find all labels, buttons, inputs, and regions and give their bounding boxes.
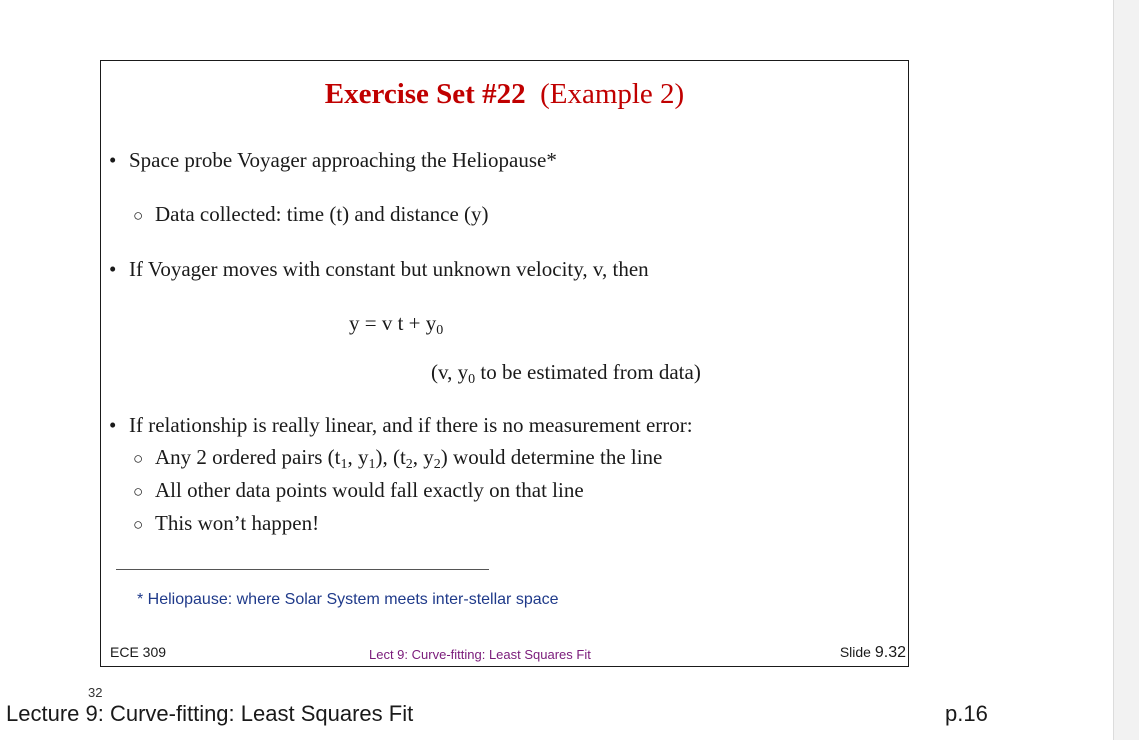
footer-slide-num: 9.32: [874, 644, 906, 661]
side-panel: [1113, 0, 1139, 740]
slide-title-bold: Exercise Set #22: [324, 78, 526, 110]
pairs-s1: 1: [340, 457, 348, 472]
estimate-post: to be estimated from data): [475, 360, 701, 384]
lecture-title: Lecture 9: Curve-fitting: Least Squares Fit: [6, 701, 414, 726]
bullet-3-text: If relationship is really linear, and if there is no measurement error:: [129, 413, 693, 437]
sub-bullet-pairs: [133, 445, 662, 470]
bullet-dot-icon: •: [109, 413, 117, 437]
page-number: 32: [88, 685, 103, 700]
pairs-s2: 1: [368, 457, 376, 472]
sub-bullet-3-text: All other data points would fall exactly on that line: [155, 478, 584, 502]
hollow-circle-icon: ○: [133, 449, 144, 468]
sub-bullet-4: [133, 511, 319, 536]
equation-sub: 0: [436, 323, 444, 338]
bullet-dot-icon: •: [109, 148, 117, 172]
bullet-2: [109, 257, 649, 282]
sub-bullet-1-text: Data collected: time (t) and distance (y): [155, 202, 489, 226]
bullet-dot-icon: •: [109, 257, 117, 281]
footer-slide-label: Slide: [839, 644, 875, 660]
pairs-b: , y: [347, 445, 369, 469]
footer-slide-number: [840, 644, 906, 662]
pairs-e: ) would determine the line: [440, 445, 663, 469]
pairs-c: ), (t: [375, 445, 406, 469]
footer-lecture: Lect 9: Curve-fitting: Least Squares Fit: [369, 647, 591, 662]
sub-bullet-3: [133, 478, 584, 503]
bullet-3: [109, 413, 693, 438]
estimate-pre: (v, y: [431, 360, 469, 384]
bullet-2-text: If Voyager moves with constant but unknown velocity, v, then: [129, 257, 649, 281]
bullet-1: [109, 148, 557, 173]
equation-main: y = v t + y: [349, 311, 437, 335]
hollow-circle-icon: ○: [133, 206, 144, 225]
hollow-circle-icon: ○: [133, 515, 144, 534]
hollow-circle-icon: ○: [133, 482, 144, 501]
sub-bullet-1: [133, 202, 489, 227]
slide-frame: [100, 60, 909, 667]
equation: [349, 311, 443, 336]
slide-title-rest: (Example 2): [540, 78, 685, 110]
pairs-s4: 2: [433, 457, 441, 472]
slide-title: [101, 78, 908, 111]
bullet-1-text: Space probe Voyager approaching the Heliopause*: [129, 148, 557, 172]
pairs-d: , y: [412, 445, 434, 469]
pairs-s3: 2: [405, 457, 413, 472]
sub-bullet-4-text: This won’t happen!: [155, 511, 320, 535]
footnote-divider: [116, 569, 489, 570]
footnote: * Heliopause: where Solar System meets inter-stellar space: [137, 591, 559, 608]
estimate-sub: 0: [468, 372, 476, 387]
footer-course: ECE 309: [110, 644, 167, 660]
page-label: p.16: [945, 701, 988, 726]
estimate-note: [431, 360, 701, 385]
pairs-a: Any 2 ordered pairs (t: [155, 445, 341, 469]
